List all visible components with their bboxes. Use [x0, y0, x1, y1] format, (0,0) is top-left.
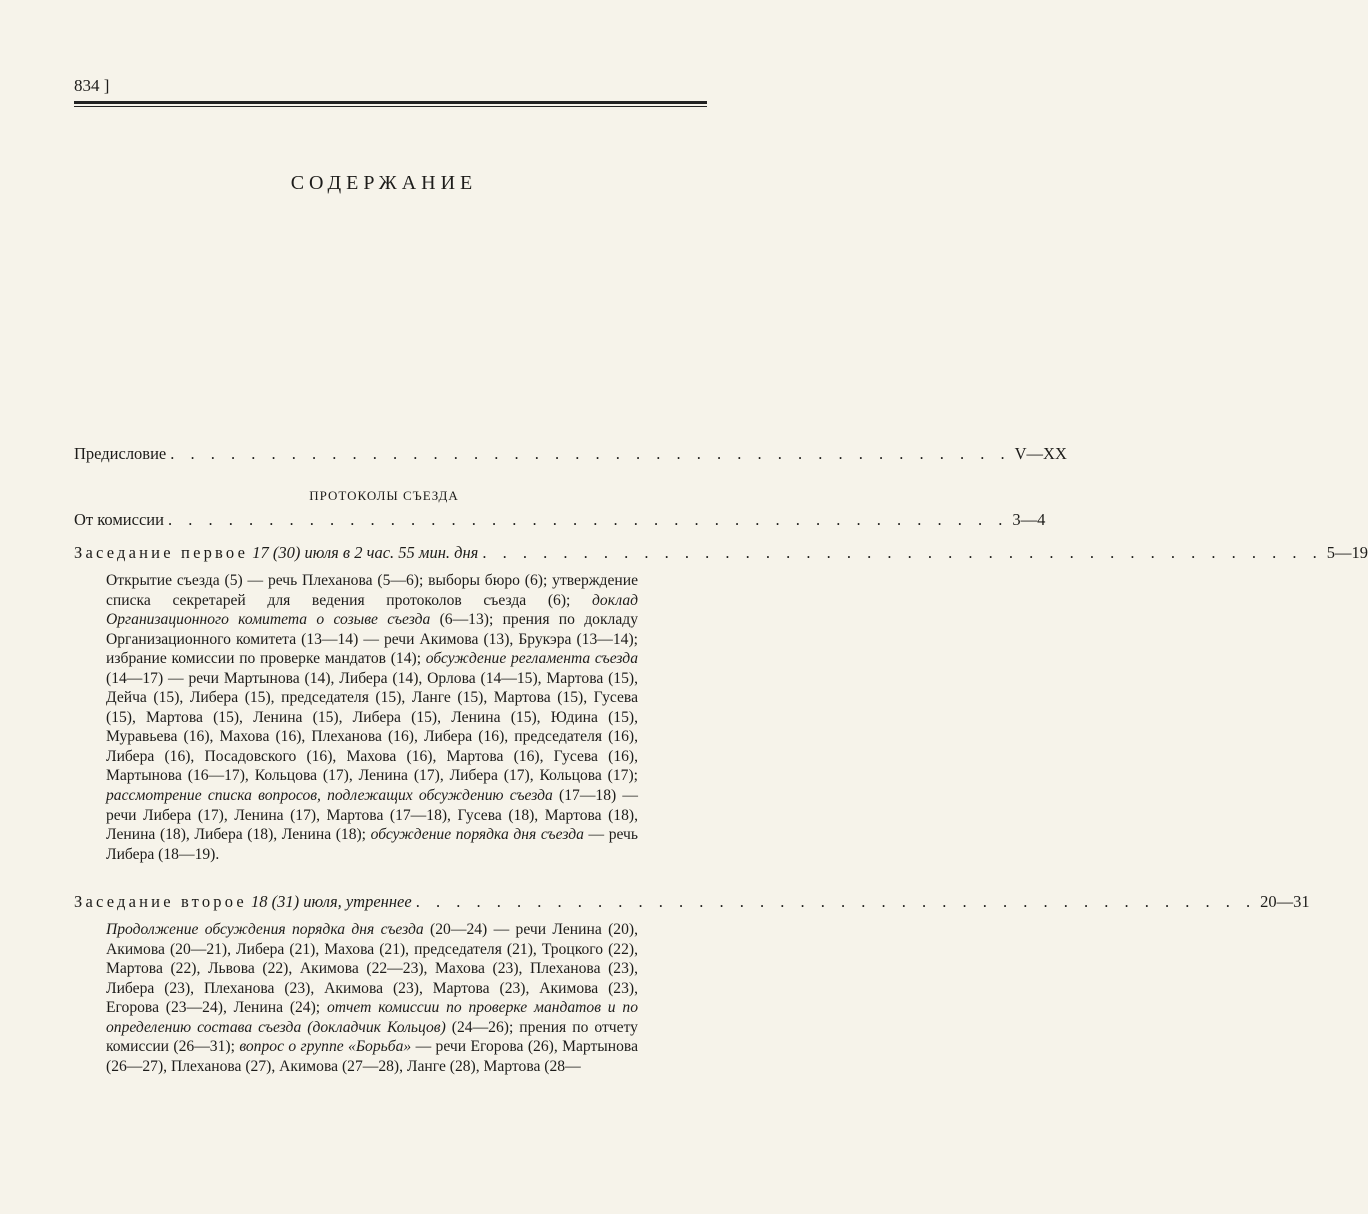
toc-pages-session-2: 20—31 — [1260, 892, 1310, 911]
summary-segment: (17—18) — речи Либера (17), Ленина (17), Мартова (17—18), Гусева (18), Мартова (18), Ленина (18), Либера (18), Ленина (18); — [106, 787, 639, 844]
summary-segment: (24—26); прения по отчету комиссии (26—31); — [106, 1018, 638, 1056]
summary-segment: Продолжение обсуждения порядка дня съезда — [106, 921, 424, 938]
summary-segment: (20—24) — речи Ленина (20), Акимова (20—21), Либера (21), Махова (21), председателя (21), Троцкого (22), Мартова (22), Львова (22), Акимова (22—23), Махова (23), Плеханова (23), Либера (23), Плеханова (23), Акимова (23), Мартова (23), Акимова (23), Егорова (23—24), Ленина (24); — [106, 921, 638, 1017]
summary-segment: (14—17) — речи Мартынова (14), Либера (14), Орлова (14—15), Мартова (15), Дейча (15), Либера (15), председателя (15), Ланге (15), Мартова (15), Гусева (15), Мартова (15), Ленина (15), Либера (15), Ленина (15), Юдина (15), Муравьева (16), Махова (16), Плеханова (16), Либера (16), председателя (16), Либера (16), Посадовского (16), Махова (16), Мартова (16), Гусева (16), Мартынова (16—17), Кольцова (17), Ленина (17), Либера (17), Кольцова (17); — [106, 669, 638, 785]
toc-label-commission: От комиссии — [74, 510, 164, 529]
toc-entry-session-2 — [74, 892, 1310, 912]
toc-label-preface: Предисловие — [74, 444, 167, 463]
toc-pages-commission: 3—4 — [1012, 510, 1046, 529]
toc-entry-commission — [74, 510, 1046, 530]
summary-segment: — речь Либера (18—19). — [106, 826, 638, 863]
page-title: СОДЕРЖАНИЕ — [290, 172, 478, 194]
session-1-label: Заседание первое — [74, 543, 249, 562]
dot-leader: . . . . . . . . . . . . . . . . . . . . . . . . . . . . . . . . . . . . . . . . . . — [415, 892, 1257, 911]
summary-segment: рассмотрение списка вопросов, подлежащих обсуждению съезда — [106, 787, 553, 805]
summary-segment: Открытие съезда (5) — речь Плеханова (5—6); выборы бюро (6); утверждение списка секретарей для ведения протоколов съезда (6); — [106, 572, 638, 609]
toc-entry-session-1 — [74, 543, 1368, 563]
page-number: 834 ] — [74, 76, 110, 95]
header-rule-thin — [74, 106, 707, 107]
toc-label-session-1 — [74, 543, 478, 563]
dot-leader: . . . . . . . . . . . . . . . . . . . . . . . . . . . . . . . . . . . . . . . . . . — [170, 444, 1011, 463]
session-2-summary — [106, 920, 638, 1076]
section-heading: ПРОТОКОЛЫ СЪЕЗДА — [309, 488, 459, 503]
session-2-label: Заседание второе — [74, 892, 247, 911]
summary-segment: обсуждение порядка дня съезда — [370, 826, 584, 844]
session-1-date: 17 (30) июля в 2 час. 55 мин. дня — [252, 543, 479, 562]
toc-entry-preface — [74, 444, 1067, 464]
session-1-summary — [106, 571, 638, 864]
summary-segment: — речи Егорова (26), Мартынова (26—27), Плеханова (27), Акимова (27—28), Ланге (28), Мартова (28— — [106, 1038, 639, 1075]
toc-pages-preface: V—XX — [1014, 444, 1067, 463]
toc-label-session-2 — [74, 892, 412, 912]
summary-segment: отчет комиссии по проверке мандатов и по определению состава съезда (докладчик Кольцов) — [106, 999, 638, 1036]
header-rule-thick — [74, 101, 707, 104]
dot-leader: . . . . . . . . . . . . . . . . . . . . . . . . . . . . . . . . . . . . . . . . . . — [482, 543, 1323, 562]
summary-segment: обсуждение регламента съезда — [425, 650, 638, 668]
summary-segment: (6—13); прения по докладу Организационного комитета (13—14) — речи Акимова (13), Брукэра (13—14); избрание комиссии по проверке мандатов (14); — [106, 611, 638, 668]
toc-pages-session-1: 5—19 — [1326, 543, 1368, 562]
summary-segment: вопрос о группе «Борьба» — [239, 1038, 412, 1056]
dot-leader: . . . . . . . . . . . . . . . . . . . . . . . . . . . . . . . . . . . . . . . . . . — [167, 510, 1009, 529]
session-2-date: 18 (31) июля, утреннее — [251, 892, 412, 911]
summary-segment: доклад Организационного комитета о созыве съезда — [106, 591, 638, 629]
